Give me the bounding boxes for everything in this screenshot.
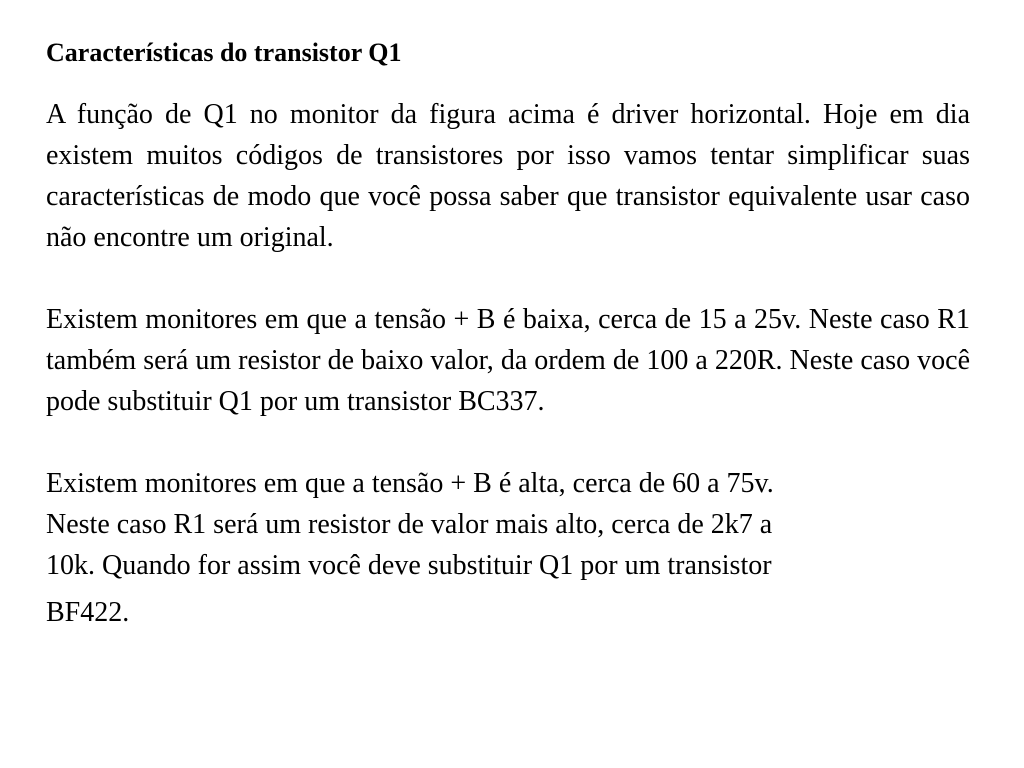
slide-content <box>46 32 970 633</box>
paragraph-high-voltage-line-4: BF422. <box>46 597 130 628</box>
paragraph-low-voltage: Existem monitores em que a tensão + B é baixa, cerca de 15 a 25v. Neste caso R1 também será um resistor de baixo valor, da ordem de 100 a 220R. Neste caso você pode substituir Q1 por um transistor BC337. <box>46 304 970 417</box>
paragraph-high-voltage-line-3: 10k. Quando for assim você deve substituir Q1 por um transistor <box>46 550 772 581</box>
paragraph-high-voltage <box>46 463 970 633</box>
paragraph-high-voltage-line-2: Neste caso R1 será um resistor de valor mais alto, cerca de 2k7 a <box>46 509 773 540</box>
page-title: Características do transistor Q1 <box>46 38 402 67</box>
paragraph-function: A função de Q1 no monitor da figura acima é driver horizontal. Hoje em dia existem muitos códigos de transistores por isso vamos tentar simplificar suas características de modo que você possa saber que transistor equivalente usar caso não encontre um original. <box>46 99 970 253</box>
paragraph-high-voltage-line-1: Existem monitores em que a tensão + B é alta, cerca de 60 a 75v. <box>46 468 774 499</box>
